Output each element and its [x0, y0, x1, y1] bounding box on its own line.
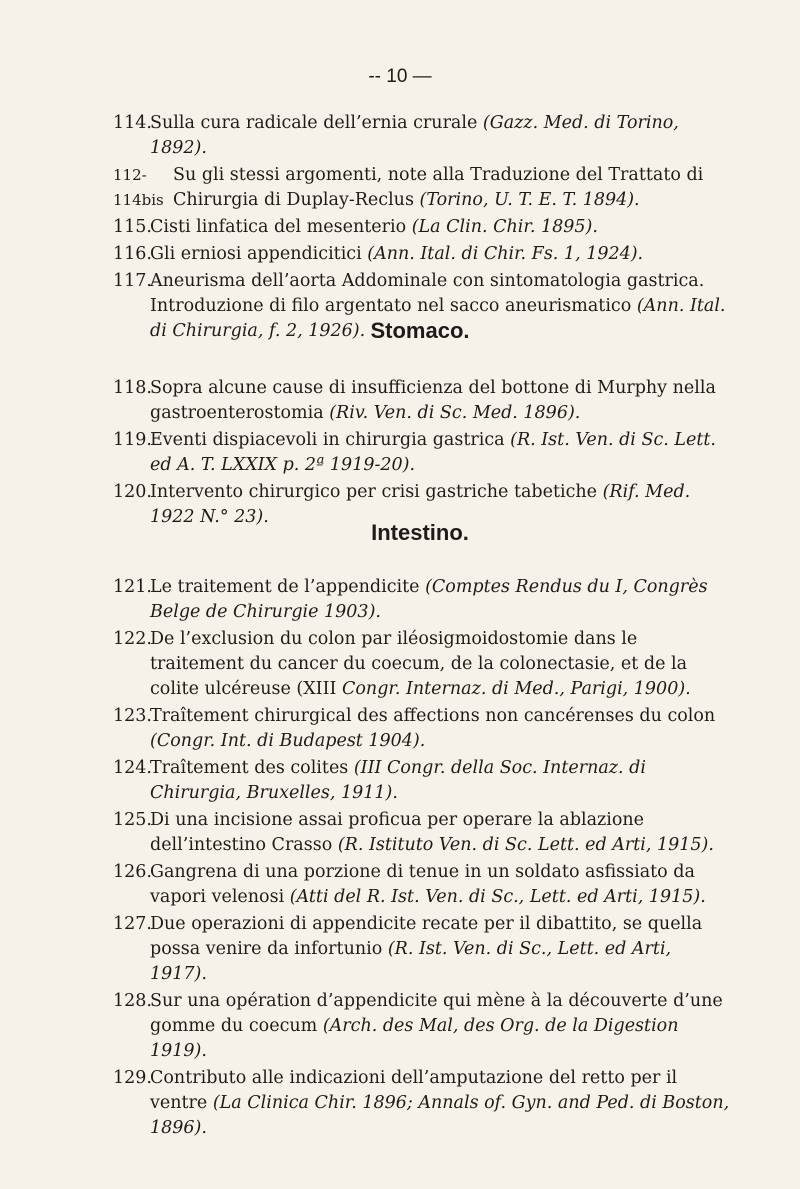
- entry-title: Cisti linfatica del mesenterio: [150, 217, 412, 237]
- entry-number: 127.: [113, 914, 152, 934]
- page-number: -- 10 —: [368, 66, 432, 87]
- entry-title: Intervento chirurgico per crisi gastriche tabetiche: [150, 482, 603, 502]
- bibliography-entry: [113, 912, 733, 987]
- entry-title: Le traitement de l’appendicite: [150, 577, 426, 597]
- section-general: [113, 111, 733, 346]
- entry-citation: (R. Ist. Ven. di Sc., Lett. ed Arti, 1917).: [150, 939, 672, 984]
- entry-title: De l’exclusion du colon par iléosigmoidostomie dans le traitement du cancer du coecum, de la colonectasie, et de la colite ulcéreuse (XIII: [150, 629, 688, 699]
- entry-number: 118.: [113, 378, 152, 398]
- bibliography-entry: [113, 428, 733, 478]
- entry-number: 123.: [113, 706, 152, 726]
- entry-title: Di una incisione assai proficua per operare la ablazione dell’intestino Crasso: [150, 810, 645, 855]
- entry-citation: Congr. Internaz. di Med., Parigi, 1900).: [342, 679, 691, 699]
- section-stomaco: [113, 376, 733, 532]
- entry-number: 121.: [113, 577, 152, 597]
- entry-citation: (Torino, U. T. E. T. 1894).: [419, 190, 640, 210]
- entry-number: 128.: [113, 991, 152, 1011]
- bibliography-entry: [113, 627, 733, 702]
- bibliography-entry: [113, 860, 733, 910]
- bibliography-entry: [113, 756, 733, 806]
- entry-title: Su gli stessi argomenti, note alla Traduzione del Trattato di Chirurgia di Duplay-Reclus: [173, 165, 704, 210]
- entry-title: Sopra alcune cause di insufficienza del bottone di Murphy nella gastroenterostomia: [150, 378, 716, 423]
- entry-number: 129.: [113, 1068, 152, 1088]
- bibliography-entry: [113, 989, 733, 1064]
- bibliography-entry: [113, 111, 733, 161]
- entry-title: Sulla cura radicale dell’ernia crurale: [150, 113, 483, 133]
- entry-number: 124.: [113, 758, 152, 778]
- entry-number: 117.: [113, 271, 152, 291]
- bibliography-entry: [113, 704, 733, 754]
- entry-number: 112-114bis: [113, 166, 164, 209]
- entry-number: 119.: [113, 430, 152, 450]
- entry-title: Traîtement chirurgical des affections non cancérenses du colon: [150, 706, 716, 726]
- entry-citation: (Riv. Ven. di Sc. Med. 1896).: [329, 403, 581, 423]
- entry-citation: (Ann. Ital. di Chirurgia, f. 2, 1926).: [150, 296, 726, 341]
- entry-title: Eventi dispiacevoli in chirurgia gastrica: [150, 430, 511, 450]
- bibliography-entry: [113, 163, 733, 213]
- entry-title: Traîtement des colites: [150, 758, 354, 778]
- entry-citation: (Arch. des Mal, des Org. de la Digestion 1919).: [150, 1016, 679, 1061]
- entry-title: Gangrena di una porzione di tenue in un soldato asfissiato da vapori velenosi: [150, 862, 695, 907]
- entry-citation: (R. Istituto Ven. di Sc. Lett. ed Arti, 1915).: [337, 835, 714, 855]
- entry-title: Contributo alle indicazioni dell’amputazione del retto per il ventre: [150, 1068, 678, 1113]
- bibliography-entry: [113, 1066, 733, 1141]
- entry-number: 116.: [113, 244, 152, 264]
- entry-title: Due operazioni di appendicite recate per il dibattito, se quella possa venire da infortunio: [150, 914, 703, 959]
- bibliography-entry: [113, 242, 733, 267]
- entry-title: Gli erniosi appendicitici: [150, 244, 368, 264]
- entry-number: 125.: [113, 810, 152, 830]
- entry-citation: (La Clin. Chir. 1895).: [411, 217, 598, 237]
- entry-citation: (Atti del R. Ist. Ven. di Sc., Lett. ed Arti, 1915).: [289, 887, 706, 907]
- entry-citation: (Comptes Rendus du I, Congrès Belge de Chirurgie 1903).: [150, 577, 708, 622]
- entry-title: Aneurisma dell’aorta Addominale con sintomatologia gastrica. Introduzione di filo argentato nel sacco aneurismatico: [150, 271, 705, 316]
- entry-number: 122.: [113, 629, 152, 649]
- section-heading-intestino: Intestino.: [371, 520, 469, 545]
- entry-citation: (La Clinica Chir. 1896; Annals of. Gyn. and Ped. di Boston, 1896).: [150, 1093, 730, 1138]
- entry-citation: (R. Ist. Ven. di Sc. Lett. ed A. T. LXXIX p. 2ª 1919-20).: [150, 430, 716, 475]
- bibliography-entry: [113, 376, 733, 426]
- entry-title: Sur una opération d’appendicite qui mène à la découverte d’une gomme du coecum: [150, 991, 723, 1036]
- entry-number: 115.: [113, 217, 152, 237]
- bibliography-entry: [113, 808, 733, 858]
- entry-citation: (Ann. Ital. di Chir. Fs. 1, 1924).: [367, 244, 644, 264]
- entry-number: 114.: [113, 113, 152, 133]
- entry-citation: (Congr. Int. di Budapest 1904).: [150, 731, 426, 751]
- entry-citation: (Gazz. Med. di Torino, 1892).: [150, 113, 679, 158]
- bibliography-entry: [113, 215, 733, 240]
- entry-number: 126.: [113, 862, 152, 882]
- section-intestino: [113, 575, 733, 1143]
- entry-number: 120.: [113, 482, 152, 502]
- entry-citation: (III Congr. della Soc. Internaz. di Chirurgia, Bruxelles, 1911).: [150, 758, 646, 803]
- entry-citation: (Rif. Med. 1922 N.° 23).: [150, 482, 691, 527]
- section-heading-stomaco: Stomaco.: [370, 318, 470, 343]
- bibliography-entry: [113, 575, 733, 625]
